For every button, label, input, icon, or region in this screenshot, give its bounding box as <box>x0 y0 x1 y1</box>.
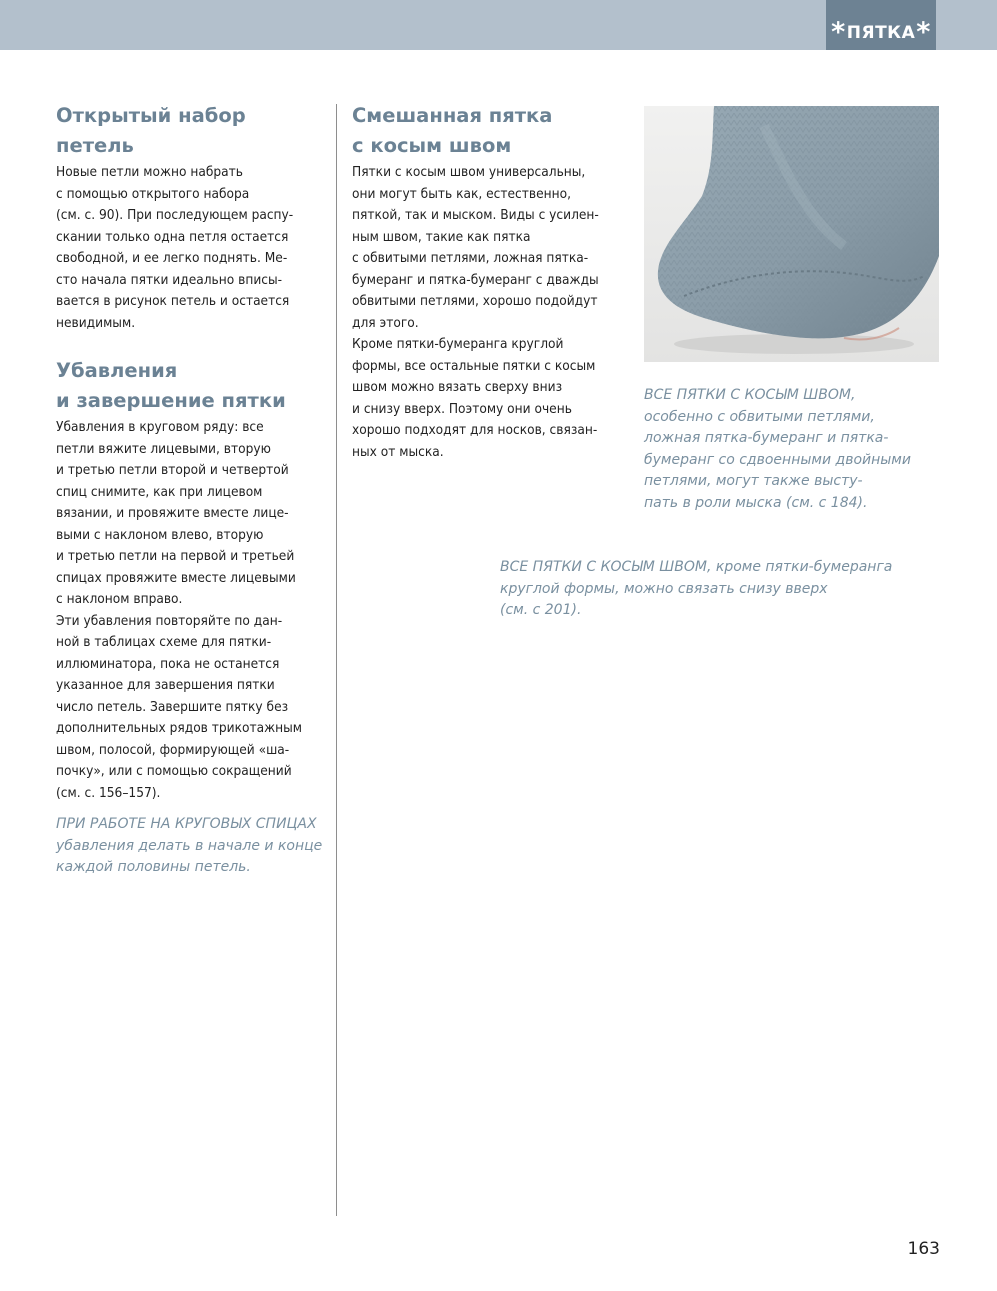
knitted-sock-toe-icon <box>644 106 939 362</box>
paragraph-open-cast-on: Новые петли можно набрать с помощью открытого набора (см. с. 90). При последующем распу- скании только одна петля остается свободной, и ее легко поднять. Ме- сто начала пятки идеально вписы- вается в рисунок петель и остается невидимым. <box>56 164 294 331</box>
caption-photo: ВСЕ ПЯТКИ С КОСЫМ ШВОМ, особенно с обвитыми петлями, ложная пятка-бумеранг и пятка- бумеранг со сдвоенными двойными петлями, могут также высту- пать в роли мыска (см. с 184). <box>644 387 911 511</box>
heading-open-cast-on: Открытый набор петель <box>56 104 246 157</box>
heading-mixed-heel: Смешанная пятка с косым швом <box>352 104 553 157</box>
section-title: ПЯТКА <box>846 23 916 43</box>
middle-column <box>352 101 632 463</box>
paragraph-decreases: Убавления в круговом ряду: все петли вяжите лицевыми, вторую и третью петли второй и четвертой спиц снимите, как при лицевом вязании, и провяжите вместе лице- выми с наклоном влево, вторую и третью петли на первой и третьей спицах провяжите вместе лицевыми с наклоном вправо. Эти убавления повторяйте по дан- ной в таблицах схеме для пятки- иллюминатора, пока не останется указанное для завершения пятки число петель. Завершите пятку без дополнительных рядов трикотажным швом, полосой, формирующей «ша- почку», или с помощью сокращений (см. с. 156–157). <box>56 419 302 801</box>
note-circular-needles: ПРИ РАБОТЕ НА КРУГОВЫХ СПИЦАХ убавления делать в начале и конце каждой половины петель. <box>56 816 323 875</box>
left-column <box>56 101 328 879</box>
bottom-note <box>500 557 940 622</box>
sock-toe-photo <box>644 106 939 362</box>
star-icon: * <box>916 17 931 48</box>
section-tab <box>826 0 936 50</box>
paragraph-mixed-heel: Пятки с косым швом универсальны, они могут быть как, естественно, пяткой, так и мыском. Виды с усилен- ным швом, такие как пятка с обвитыми петлями, ложная пятка- бумеранг и пятка-бумеранг с дважды обвитыми петлями, хорошо подойдут для этого. Кроме пятки-бумеранга круглой формы, все остальные пятки с косым швом можно вязать сверху вниз и снизу вверх. Поэтому они очень хорошо подходят для носков, связан- ных от мыска. <box>352 164 599 460</box>
page-number: 163 <box>907 1239 940 1259</box>
star-icon: * <box>831 17 846 48</box>
heading-decreases: Убавления и завершение пятки <box>56 359 286 412</box>
note-bottom-up: ВСЕ ПЯТКИ С КОСЫМ ШВОМ, кроме пятки-бумеранга круглой формы, можно связать снизу вверх (см. с 201). <box>500 559 893 618</box>
column-divider <box>336 104 337 1216</box>
right-caption <box>644 385 944 514</box>
